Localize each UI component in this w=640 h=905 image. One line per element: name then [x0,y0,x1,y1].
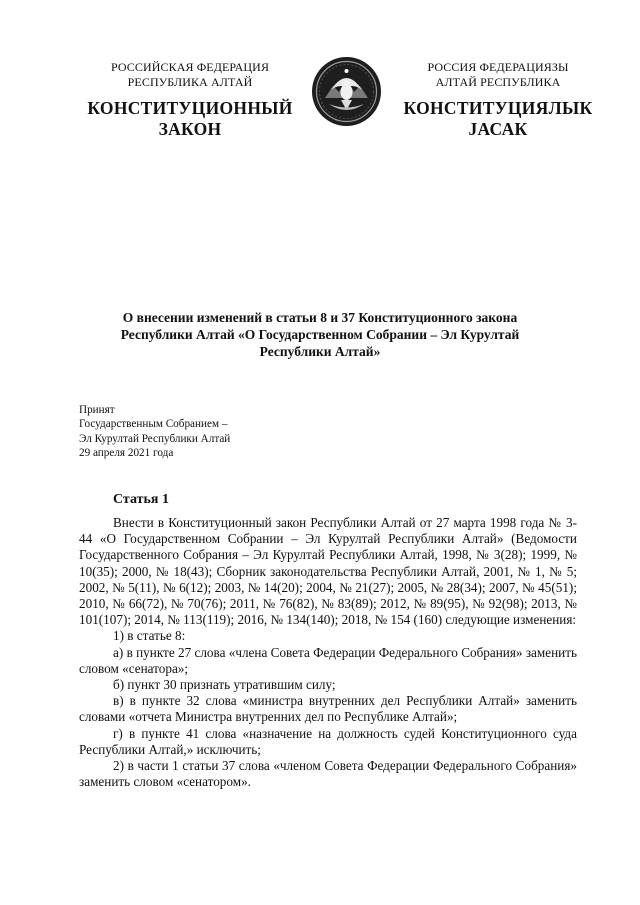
header-right-republic: АЛТАЙ РЕСПУБЛИКА [435,75,561,89]
article-paragraph: в) в пункте 32 слова «министра внутренних дел Республики Алтай» заменить словами «отчета Министра внутренних дел по Республике Алтай»; [79,693,577,725]
law-title-line2: Республики Алтай «О Государственном Собрании – Эл Курултай [120,327,520,342]
header-right-title-line1: КОНСТИТУЦИЯЛЫК [403,98,593,118]
law-title-line1: О внесении изменений в статьи 8 и 37 Конституционного закона [122,310,518,325]
law-title-line3: Республики Алтай» [259,344,381,359]
adoption-block [79,403,230,460]
altai-coat-of-arms-icon [311,56,382,127]
law-title [100,309,540,360]
article-paragraph: Внести в Конституционный закон Республики Алтай от 27 марта 1998 года № 3-44 «О Государственном Собрании – Эл Курултай Республики Алтай» (Ведомости Государственного Собрания – Эл Курултай Республики Алтай, 1998, № 3(28); 1999, № 10(35); 2000, № 18(43); Сборник законодательства Республики Алтай, 2001, № 1, № 5; 2002, № 5(11), № 6(12); 2003, № 14(20); 2004, № 21(27); 2005, № 28(34); 2007, № 45(51); 2010, № 66(72), № 70(76); 2011, № 76(82), № 83(89); 2012, № 89(95), № 92(98); 2013, № 101(107); 2014, № 113(119); 2016, № 134(140); 2018, № 154 (160) следующие изменения: [79,515,577,628]
header-right-block [388,60,608,140]
header-right-country: РОССИЯ ФЕДЕРАЦИЯЗЫ [427,60,569,74]
article-paragraph: 1) в статье 8: [113,628,186,644]
adoption-line1: Принят [79,404,115,416]
adoption-line3: Эл Курултай Республики Алтай [79,432,231,445]
header-right-title [388,98,608,140]
header-right-title-line2: ЈАСАК [468,119,528,139]
header-left-country: РОССИЙСКАЯ ФЕДЕРАЦИЯ [110,60,270,74]
article-heading: Статья 1 [113,492,169,507]
header-left-block [80,60,300,140]
header-left-title-line1: КОНСТИТУЦИОННЫЙ [87,98,293,118]
adoption-date: 29 апреля 2021 года [79,446,174,459]
adoption-line2: Государственным Собранием – [79,418,228,431]
article-paragraph: 2) в части 1 статьи 37 слова «членом Совета Федерации Федерального Собрания» заменить словом «сенатором». [79,758,577,790]
header-left-title-line2: ЗАКОН [158,119,222,139]
article-paragraph: а) в пункте 27 слова «члена Совета Федерации Федерального Собрания» заменить словом «сенатора»; [79,644,577,676]
article-body [79,515,577,790]
header-left-title [80,98,300,140]
header-left-republic: РЕСПУБЛИКА АЛТАЙ [127,75,253,89]
article-paragraph: г) в пункте 41 слова «назначение на должность судей Конституционного суда Республики Алтай,» исключить; [79,725,577,757]
article-paragraph: б) пункт 30 признать утратившим силу; [113,677,336,693]
